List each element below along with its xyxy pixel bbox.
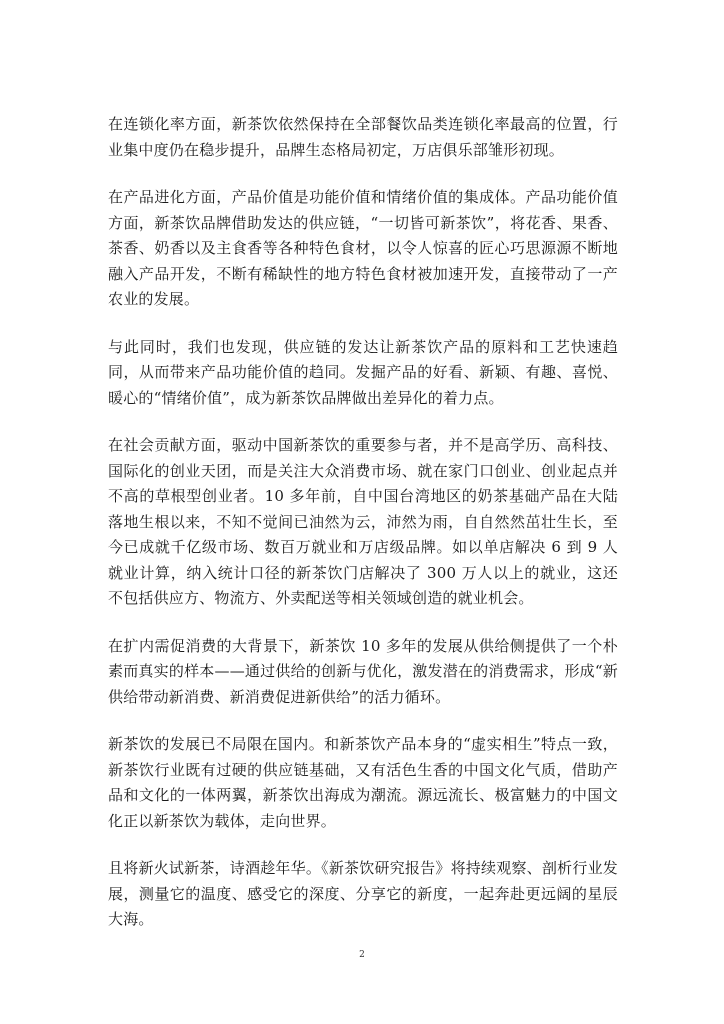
paragraph-domestic-demand: 在扩内需促消费的大背景下，新茶饮 10 多年的发展从供给侧提供了一个朴素而真实的样本——通过供给的创新与优化，激发潜在的消费需求，形成“新供给带动新消费、新消费促进新供给”的活力循环。 xyxy=(108,636,618,706)
document-body xyxy=(108,112,618,955)
paragraph-chain-rate: 在连锁化率方面，新茶饮依然保持在全部餐饮品类连锁化率最高的位置，行业集中度仍在稳步提升，品牌生态格局初定，万店俱乐部雏形初现。 xyxy=(108,115,618,159)
page-number: 2 xyxy=(359,950,365,960)
paragraph-product-evolution: 在产品进化方面，产品价值是功能价值和情绪价值的集成体。产品功能价值方面，新茶饮品牌借助发达的供应链，“一切皆可新茶饮”，将花香、果香、茶香、奶香以及主食香等各种特色食材，以令人惊喜的匠心巧思源源不断地融入产品开发，不断有稀缺性的地方特色食材被加速开发，直接带动了一产农业的发展。 xyxy=(108,188,618,308)
paragraph-conclusion: 且将新火试新茶，诗酒趁年华。《新茶饮研究报告》将持续观察、剖析行业发展，测量它的温度、感受它的深度、分享它的新度，一起奔赴更远阔的星辰大海。 xyxy=(108,859,618,928)
paragraph-going-global: 新茶饮的发展已不局限在国内。和新茶饮产品本身的“虚实相生”特点一致，新茶饮行业既有过硬的供应链基础，又有活色生香的中国文化气质，借助产品和文化的一体两翼，新茶饮出海成为潮流。源远流长、极富魅力的中国文化正以新茶饮为载体，走向世界。 xyxy=(108,735,618,830)
paragraph-social-contribution: 在社会贡献方面，驱动中国新茶饮的重要参与者，并不是高学历、高科技、国际化的创业天团，而是关注大众消费市场、就在家门口创业、创业起点并不高的草根型创业者。10 多年前，自中国台湾地区的奶茶基础产品在大陆落地生根以来，不知不觉间已油然为云，沛然为雨，自自然然茁壮生长，至今已成就千亿级市场、数百万就业和万店级品牌。如以单店解决 6 到 9 人就业计算，纳入统计口径的新茶饮门店解决了 300 万人以上的就业，这还不包括供应方、物流方、外卖配送等相关领域创造的就业机会。 xyxy=(108,436,618,607)
paragraph-emotional-value: 与此同时，我们也发现，供应链的发达让新茶饮产品的原料和工艺快速趋同，从而带来产品功能价值的趋同。发掘产品的好看、新颖、有趣、喜悦、暖心的“情绪价值”，成为新茶饮品牌做出差异化的着力点。 xyxy=(108,337,618,407)
